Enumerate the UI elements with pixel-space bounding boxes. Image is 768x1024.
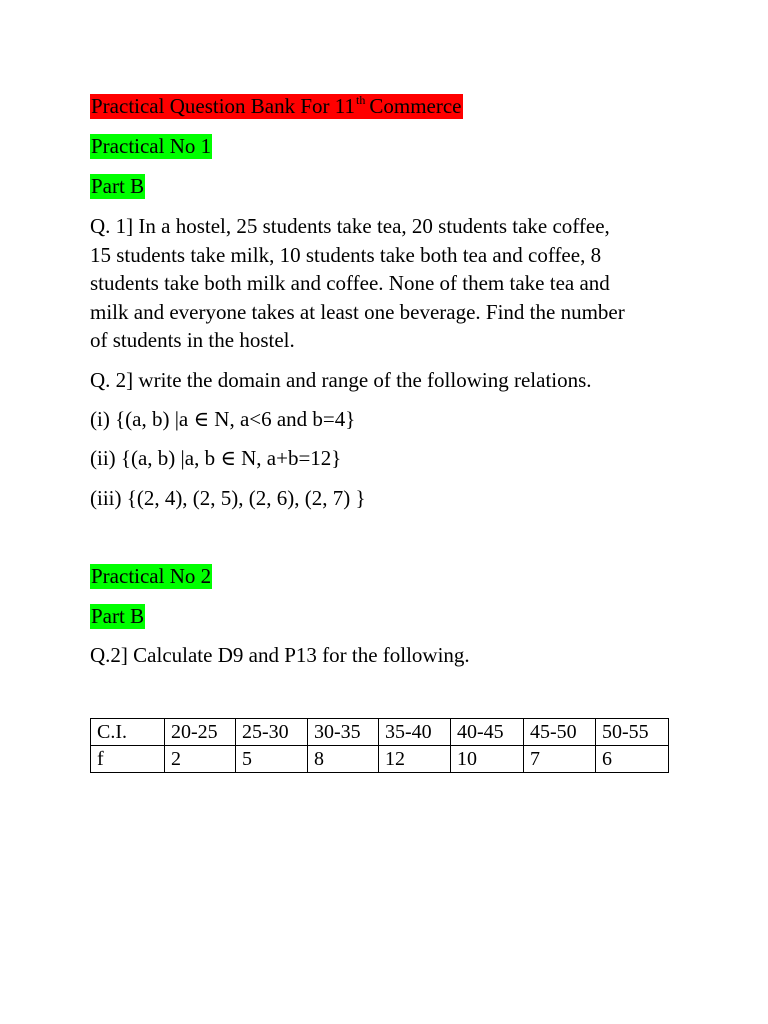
relation-ii: (ii) {(a, b) |a, b ∈ N, a+b=12} bbox=[90, 446, 342, 470]
practical-2-part bbox=[90, 602, 145, 631]
table-cell: 45-50 bbox=[524, 719, 596, 746]
question-1-line: milk and everyone takes at least one beverage. Find the number bbox=[90, 300, 625, 324]
table-cell: C.I. bbox=[91, 719, 165, 746]
practical-2-part-text: Part B bbox=[91, 604, 145, 628]
practical-2-question: Q.2] Calculate D9 and P13 for the following. bbox=[90, 643, 470, 667]
table-cell: 7 bbox=[524, 746, 596, 773]
table-header-row bbox=[91, 719, 669, 746]
table-cell: 20-25 bbox=[165, 719, 236, 746]
practical-1-part-text: Part B bbox=[91, 174, 145, 198]
table-cell: 10 bbox=[451, 746, 524, 773]
practical-2-heading-text: Practical No 2 bbox=[91, 564, 212, 588]
title-text: Practical Question Bank For 11 bbox=[91, 94, 356, 118]
table-cell: 35-40 bbox=[379, 719, 451, 746]
question-2: Q. 2] write the domain and range of the following relations. bbox=[90, 368, 592, 392]
title-text-end: Commerce bbox=[369, 94, 462, 118]
relation-iii: (iii) {(2, 4), (2, 5), (2, 6), (2, 7) } bbox=[90, 486, 366, 510]
table-cell: 12 bbox=[379, 746, 451, 773]
document-title bbox=[90, 92, 463, 121]
practical-1-heading bbox=[90, 132, 212, 161]
question-1-line: students take both milk and coffee. None of them take tea and bbox=[90, 271, 610, 295]
table-cell: 30-35 bbox=[308, 719, 379, 746]
relation-i: (i) {(a, b) |a ∈ N, a<6 and b=4} bbox=[90, 407, 356, 431]
table-cell: 5 bbox=[236, 746, 308, 773]
table-cell: 8 bbox=[308, 746, 379, 773]
table-cell: 6 bbox=[596, 746, 669, 773]
title-highlight bbox=[90, 94, 463, 119]
table-cell: 40-45 bbox=[451, 719, 524, 746]
table-cell: 50-55 bbox=[596, 719, 669, 746]
title-superscript: th bbox=[356, 93, 366, 107]
practical-1-part bbox=[90, 172, 145, 201]
table-cell: f bbox=[91, 746, 165, 773]
question-1-line: of students in the hostel. bbox=[90, 328, 295, 352]
table-row bbox=[91, 746, 669, 773]
practical-2-heading bbox=[90, 562, 212, 591]
table-cell: 25-30 bbox=[236, 719, 308, 746]
practical-1-heading-text: Practical No 1 bbox=[91, 134, 212, 158]
frequency-table bbox=[90, 718, 669, 773]
table-cell: 2 bbox=[165, 746, 236, 773]
question-1-line: 15 students take milk, 10 students take both tea and coffee, 8 bbox=[90, 243, 602, 267]
question-1-line: Q. 1] In a hostel, 25 students take tea, 20 students take coffee, bbox=[90, 214, 610, 238]
